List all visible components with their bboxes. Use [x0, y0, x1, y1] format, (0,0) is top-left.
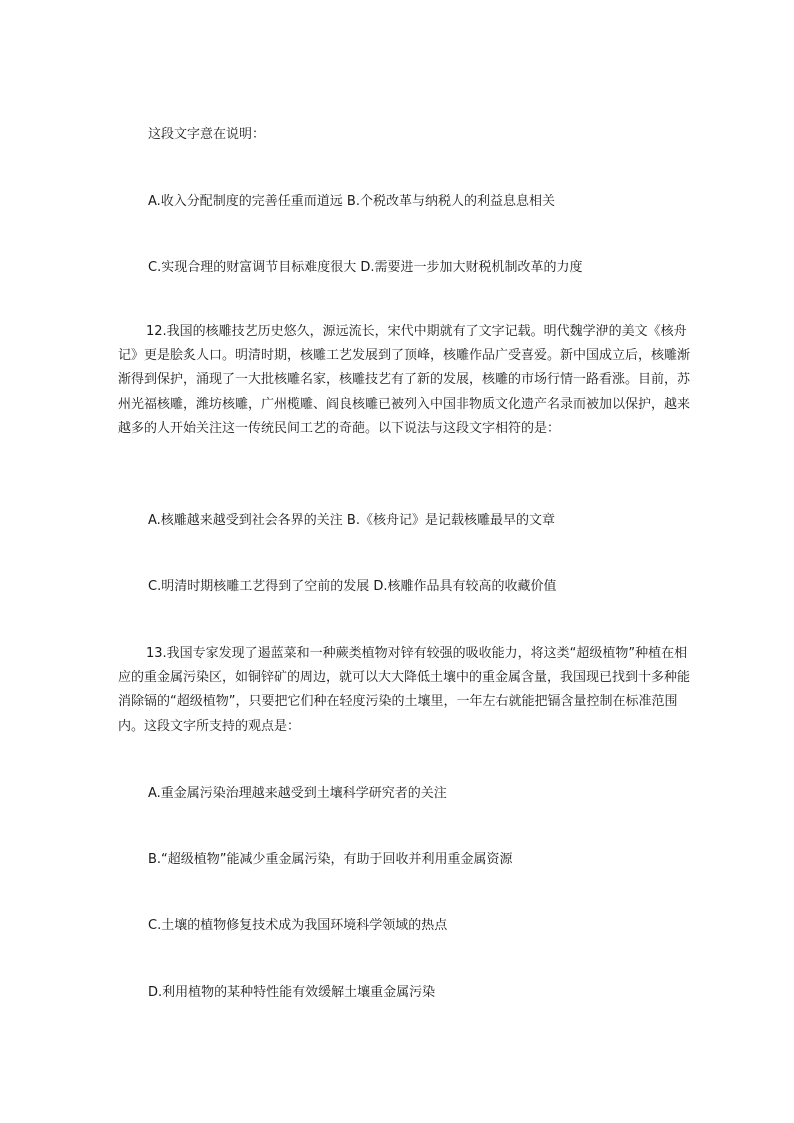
- q11-options-ab: A.收入分配制度的完善任重而道远 B.个税改革与纳税人的利益息息相关: [148, 194, 555, 209]
- q13-passage: 13.我国专家发现了遏蓝菜和一种蕨类植物对锌有较强的吸收能力，将这类“超级植物”种植在相应的重金属污染区，如铜锌矿的周边，就可以大大降低土壤中的重金属含量，我国现已找到十多种能消除镉的“超级植物”，只要把它们种在轻度污染的土壤里，一年左右就能把镉含量控制在标准范围内。这段文字所支持的观点是：: [118, 646, 691, 734]
- q11-options-cd: C.实现合理的财富调节目标难度很大 D.需要进一步加大财税机制改革的力度: [148, 260, 583, 275]
- q13-option-a: A.重金属污染治理越来越受到土壤科学研究者的关注: [148, 786, 447, 801]
- q13-option-c: C.土壤的植物修复技术成为我国环境科学领域的热点: [148, 918, 448, 933]
- q12-options-ab: A.核雕越来越受到社会各界的关注 B.《核舟记》是记载核雕最早的文章: [148, 513, 555, 528]
- q12-options-cd: C.明清时期核雕工艺得到了空前的发展 D.核雕作品具有较高的收藏价值: [148, 579, 557, 594]
- q13-option-b: B.“超级植物”能减少重金属污染，有助于回收并利用重金属资源: [148, 852, 513, 867]
- q11-prompt: 这段文字意在说明：: [148, 127, 266, 142]
- q12-passage: 12.我国的核雕技艺历史悠久，源远流长，宋代中期就有了文字记载。明代魏学洢的美文《核舟记》更是脍炙人口。明清时期，核雕工艺发展到了顶峰，核雕作品广受喜爱。新中国成立后，核雕渐渐得到保护，涌现了一大批核雕名家，核雕技艺有了新的发展，核雕的市场行情一路看涨。目前，苏州光福核雕，潍坊核雕，广州榄雕、阎良核雕已被列入中国非物质文化遗产名录而被加以保护，越来越多的人开始关注这一传统民间工艺的奇葩。以下说法与这段文字相符的是：: [118, 324, 691, 436]
- q13-option-d: D.利用植物的某种特性能有效缓解土壤重金属污染: [148, 985, 436, 1000]
